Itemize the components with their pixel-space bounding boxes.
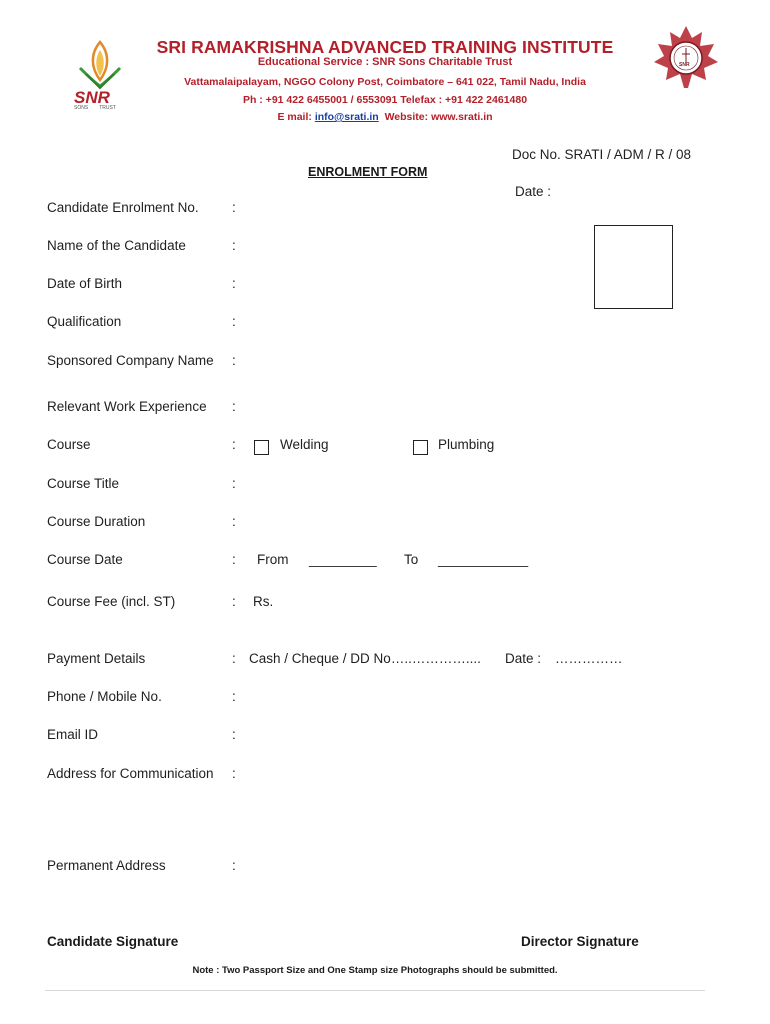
institute-subtitle: Educational Service : SNR Sons Charitable Trust [257, 56, 513, 68]
field-colon: : [232, 200, 236, 215]
field-colon: : [232, 651, 236, 666]
field-colon: : [232, 689, 236, 704]
field-label-phone: Phone / Mobile No. [47, 689, 162, 704]
payment-date-label: Date : [505, 651, 542, 666]
plumbing-checkbox[interactable] [413, 440, 428, 455]
field-label-course-title: Course Title [47, 476, 120, 491]
candidate-signature-label: Candidate Signature [47, 934, 179, 949]
field-label-enrolment-no: Candidate Enrolment No. [47, 200, 199, 215]
field-colon: : [232, 514, 236, 529]
welding-checkbox[interactable] [254, 440, 269, 455]
field-colon: : [232, 437, 236, 452]
field-label-course-fee: Course Fee (incl. ST) [47, 594, 176, 609]
field-label-communication-address: Address for Communication [47, 766, 214, 781]
field-label-candidate-name: Name of the Candidate [47, 238, 186, 253]
field-label-qualification: Qualification [47, 314, 122, 329]
field-colon: : [232, 238, 236, 253]
field-colon: : [232, 858, 236, 873]
field-colon: : [232, 314, 236, 329]
plumbing-option-label: Plumbing [438, 437, 495, 452]
payment-method-text: Cash / Cheque / DD No…..………….... [249, 651, 481, 666]
field-label-sponsored-company: Sponsored Company Name [47, 353, 214, 368]
field-label-permanent-address: Permanent Address [47, 858, 166, 873]
field-label-work-experience: Relevant Work Experience [47, 399, 207, 414]
institute-title: SRI RAMAKRISHNA ADVANCED TRAINING INSTITUTE [156, 37, 614, 57]
institute-address: Vattamalaipalayam, NGGO Colony Post, Coimbatore – 641 022, Tamil Nadu, India [184, 76, 586, 88]
field-label-payment-details: Payment Details [47, 651, 146, 666]
field-colon: : [232, 594, 236, 609]
field-colon: : [232, 399, 236, 414]
field-colon: : [232, 353, 236, 368]
welding-option-label: Welding [280, 437, 329, 452]
director-signature-label: Director Signature [521, 934, 639, 949]
field-label-email: Email ID [47, 727, 99, 742]
field-label-date-of-birth: Date of Birth [47, 276, 123, 291]
photo-box[interactable] [594, 225, 673, 309]
field-colon: : [232, 766, 236, 781]
field-colon: : [232, 276, 236, 291]
institute-phone: Ph : +91 422 6455001 / 6553091 Telefax : +91 422 2461480 [242, 94, 528, 106]
field-label-course-duration: Course Duration [47, 514, 146, 529]
logo-text: SNR [74, 88, 110, 107]
field-colon: : [232, 727, 236, 742]
field-label-course: Course [47, 437, 91, 452]
field-label-course-date: Course Date [47, 552, 123, 567]
payment-date-blank[interactable]: …………… [555, 651, 623, 666]
field-colon: : [232, 476, 236, 491]
institute-contact-line [0, 111, 770, 123]
document-number: Doc No. SRATI / ADM / R / 08 [512, 147, 692, 162]
logo-subtext: SONS TRUST [74, 105, 116, 111]
course-date-to-blank[interactable]: ____________ [438, 552, 529, 567]
website-label: Website: [378, 111, 432, 123]
footer-divider [45, 990, 705, 991]
photo-note: Note : Two Passport Size and One Stamp size Photographs should be submitted. [192, 965, 558, 976]
form-title: ENROLMENT FORM [308, 165, 428, 179]
field-colon: : [232, 552, 236, 567]
course-fee-prefix: Rs. [253, 594, 274, 609]
website-link[interactable]: www.srati.in [431, 111, 493, 123]
email-link[interactable]: info@srati.in [314, 111, 379, 123]
seal-text: SNR [679, 62, 690, 68]
date-label: Date : [515, 184, 552, 199]
course-date-from-blank[interactable]: _________ [309, 552, 377, 567]
email-label: E mail: [277, 111, 315, 123]
course-date-from-label: From [257, 552, 289, 567]
course-date-to-label: To [404, 552, 419, 567]
